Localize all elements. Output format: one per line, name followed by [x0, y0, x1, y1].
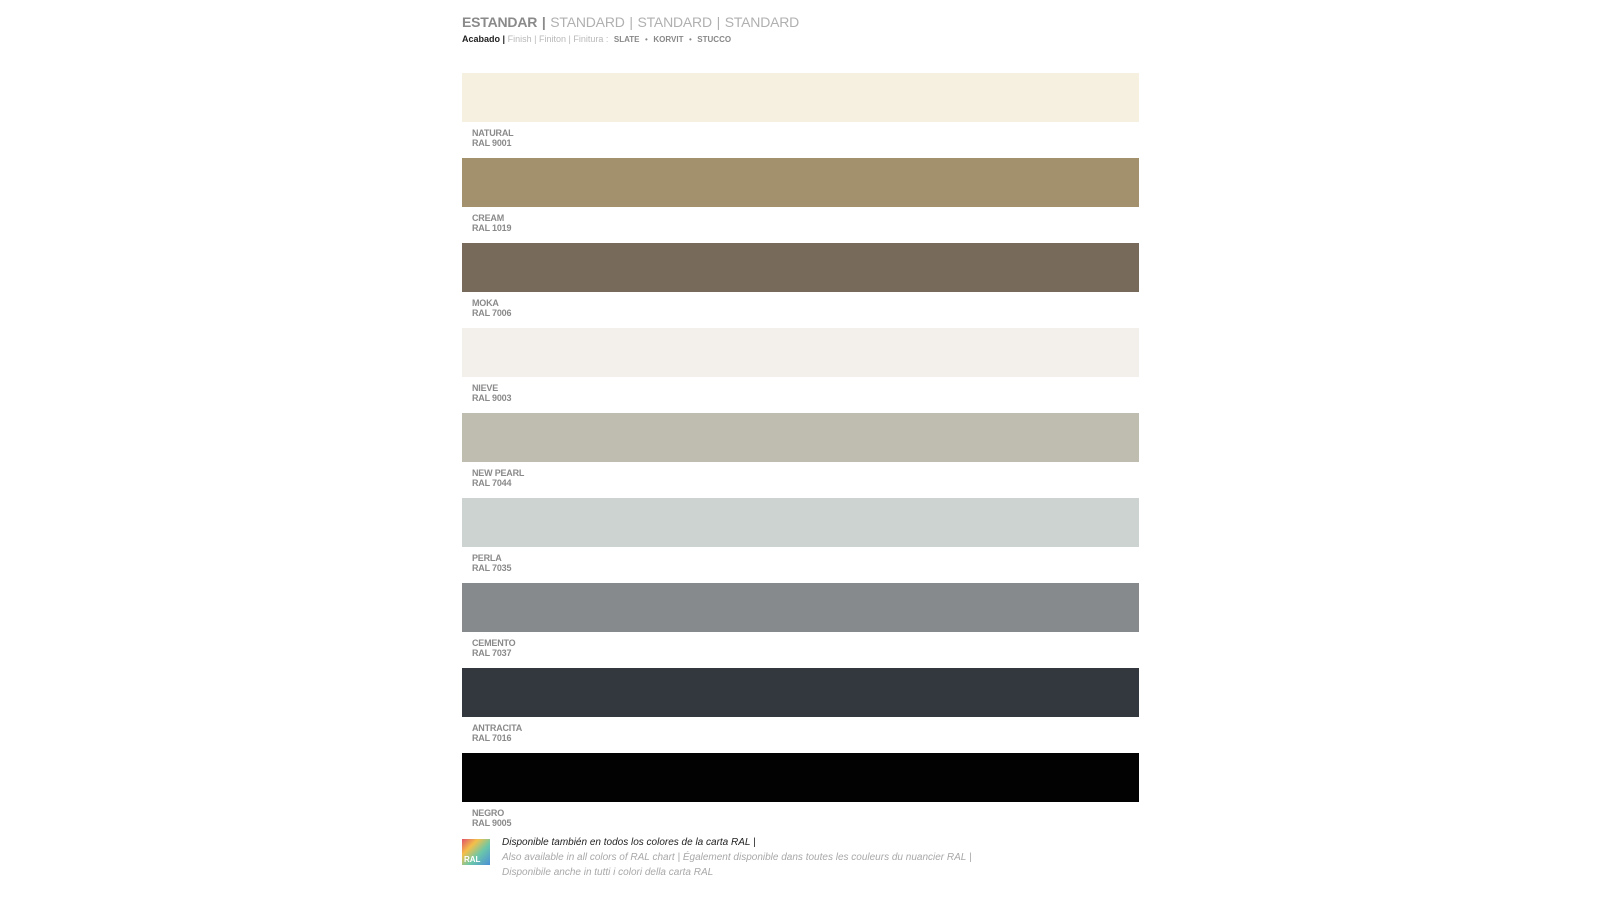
finish-alt: Finiton [538, 34, 566, 44]
finish-alt: Finitura : [573, 34, 609, 44]
swatch-code: RAL 9003 [472, 393, 512, 403]
swatch-name: ANTRACITA [472, 723, 523, 733]
swatch-color [462, 753, 1139, 802]
footer-line-it: Disponibile anche in tutti i colori della carta RAL [502, 867, 714, 878]
swatch-name: NEGRO [472, 808, 505, 818]
swatch-code: RAL 7035 [472, 563, 512, 573]
swatch-name: PERLA [472, 553, 502, 563]
finish-separator: | [568, 34, 571, 44]
title-alt: STANDARD [724, 14, 800, 30]
header [462, 14, 799, 44]
swatch-color [462, 73, 1139, 122]
finish-value: KORVIT [653, 35, 684, 44]
swatch-color [462, 583, 1139, 632]
swatch-name: NEW PEARL [472, 468, 525, 478]
swatch-item [462, 668, 1139, 753]
swatch-item [462, 158, 1139, 243]
swatch-color [462, 158, 1139, 207]
swatch-code: RAL 7006 [472, 308, 512, 318]
ral-logo-text: RAL [464, 855, 481, 864]
finish-separator: | [502, 34, 506, 44]
swatch-item [462, 753, 1139, 838]
title-separator: | [541, 14, 546, 30]
swatch-item [462, 328, 1139, 413]
swatch-name: NIEVE [472, 383, 499, 393]
title-main: ESTANDAR [462, 14, 538, 30]
finish-alt: Finish [507, 34, 532, 44]
title-separator: | [629, 14, 633, 30]
footer-note [462, 837, 1162, 887]
swatch-item [462, 243, 1139, 328]
finish-separator: | [534, 34, 537, 44]
swatch-item [462, 413, 1139, 498]
swatch-code: RAL 7037 [472, 648, 512, 658]
swatch-color [462, 668, 1139, 717]
swatch-name: NATURAL [472, 128, 514, 138]
finish-dot: • [688, 35, 692, 44]
ral-logo-icon [462, 839, 490, 865]
swatch-list [462, 73, 1139, 838]
title-alt: STANDARD [550, 14, 625, 30]
footer-line-en-fr: Also available in all colors of RAL chart | Également disponible dans toutes les couleurs du nuancier RAL | [502, 852, 972, 863]
swatch-code: RAL 7016 [472, 733, 512, 743]
swatch-code: RAL 9001 [472, 138, 512, 148]
footer-line-es: Disponible también en todos los colores de la carta RAL | [502, 837, 756, 848]
title-separator: | [716, 14, 720, 30]
finish-dot: • [645, 35, 648, 44]
finish-value: SLATE [613, 35, 640, 44]
footer-text [502, 837, 972, 878]
swatch-name: CEMENTO [472, 638, 516, 648]
swatch-code: RAL 7044 [472, 478, 512, 488]
finish-main: Acabado [462, 34, 501, 44]
swatch-item [462, 583, 1139, 668]
swatch-item [462, 498, 1139, 583]
title-alt: STANDARD [637, 14, 712, 30]
swatch-color [462, 328, 1139, 377]
swatch-color [462, 498, 1139, 547]
swatch-code: RAL 1019 [472, 223, 512, 233]
finish-line [462, 34, 799, 44]
finish-value: STUCCO [697, 35, 732, 44]
swatch-color [462, 243, 1139, 292]
swatch-item [462, 73, 1139, 158]
swatch-code: RAL 9005 [472, 818, 512, 828]
swatch-name: CREAM [472, 213, 504, 223]
swatch-color [462, 413, 1139, 462]
swatch-name: MOKA [472, 298, 499, 308]
page-title [462, 14, 799, 30]
